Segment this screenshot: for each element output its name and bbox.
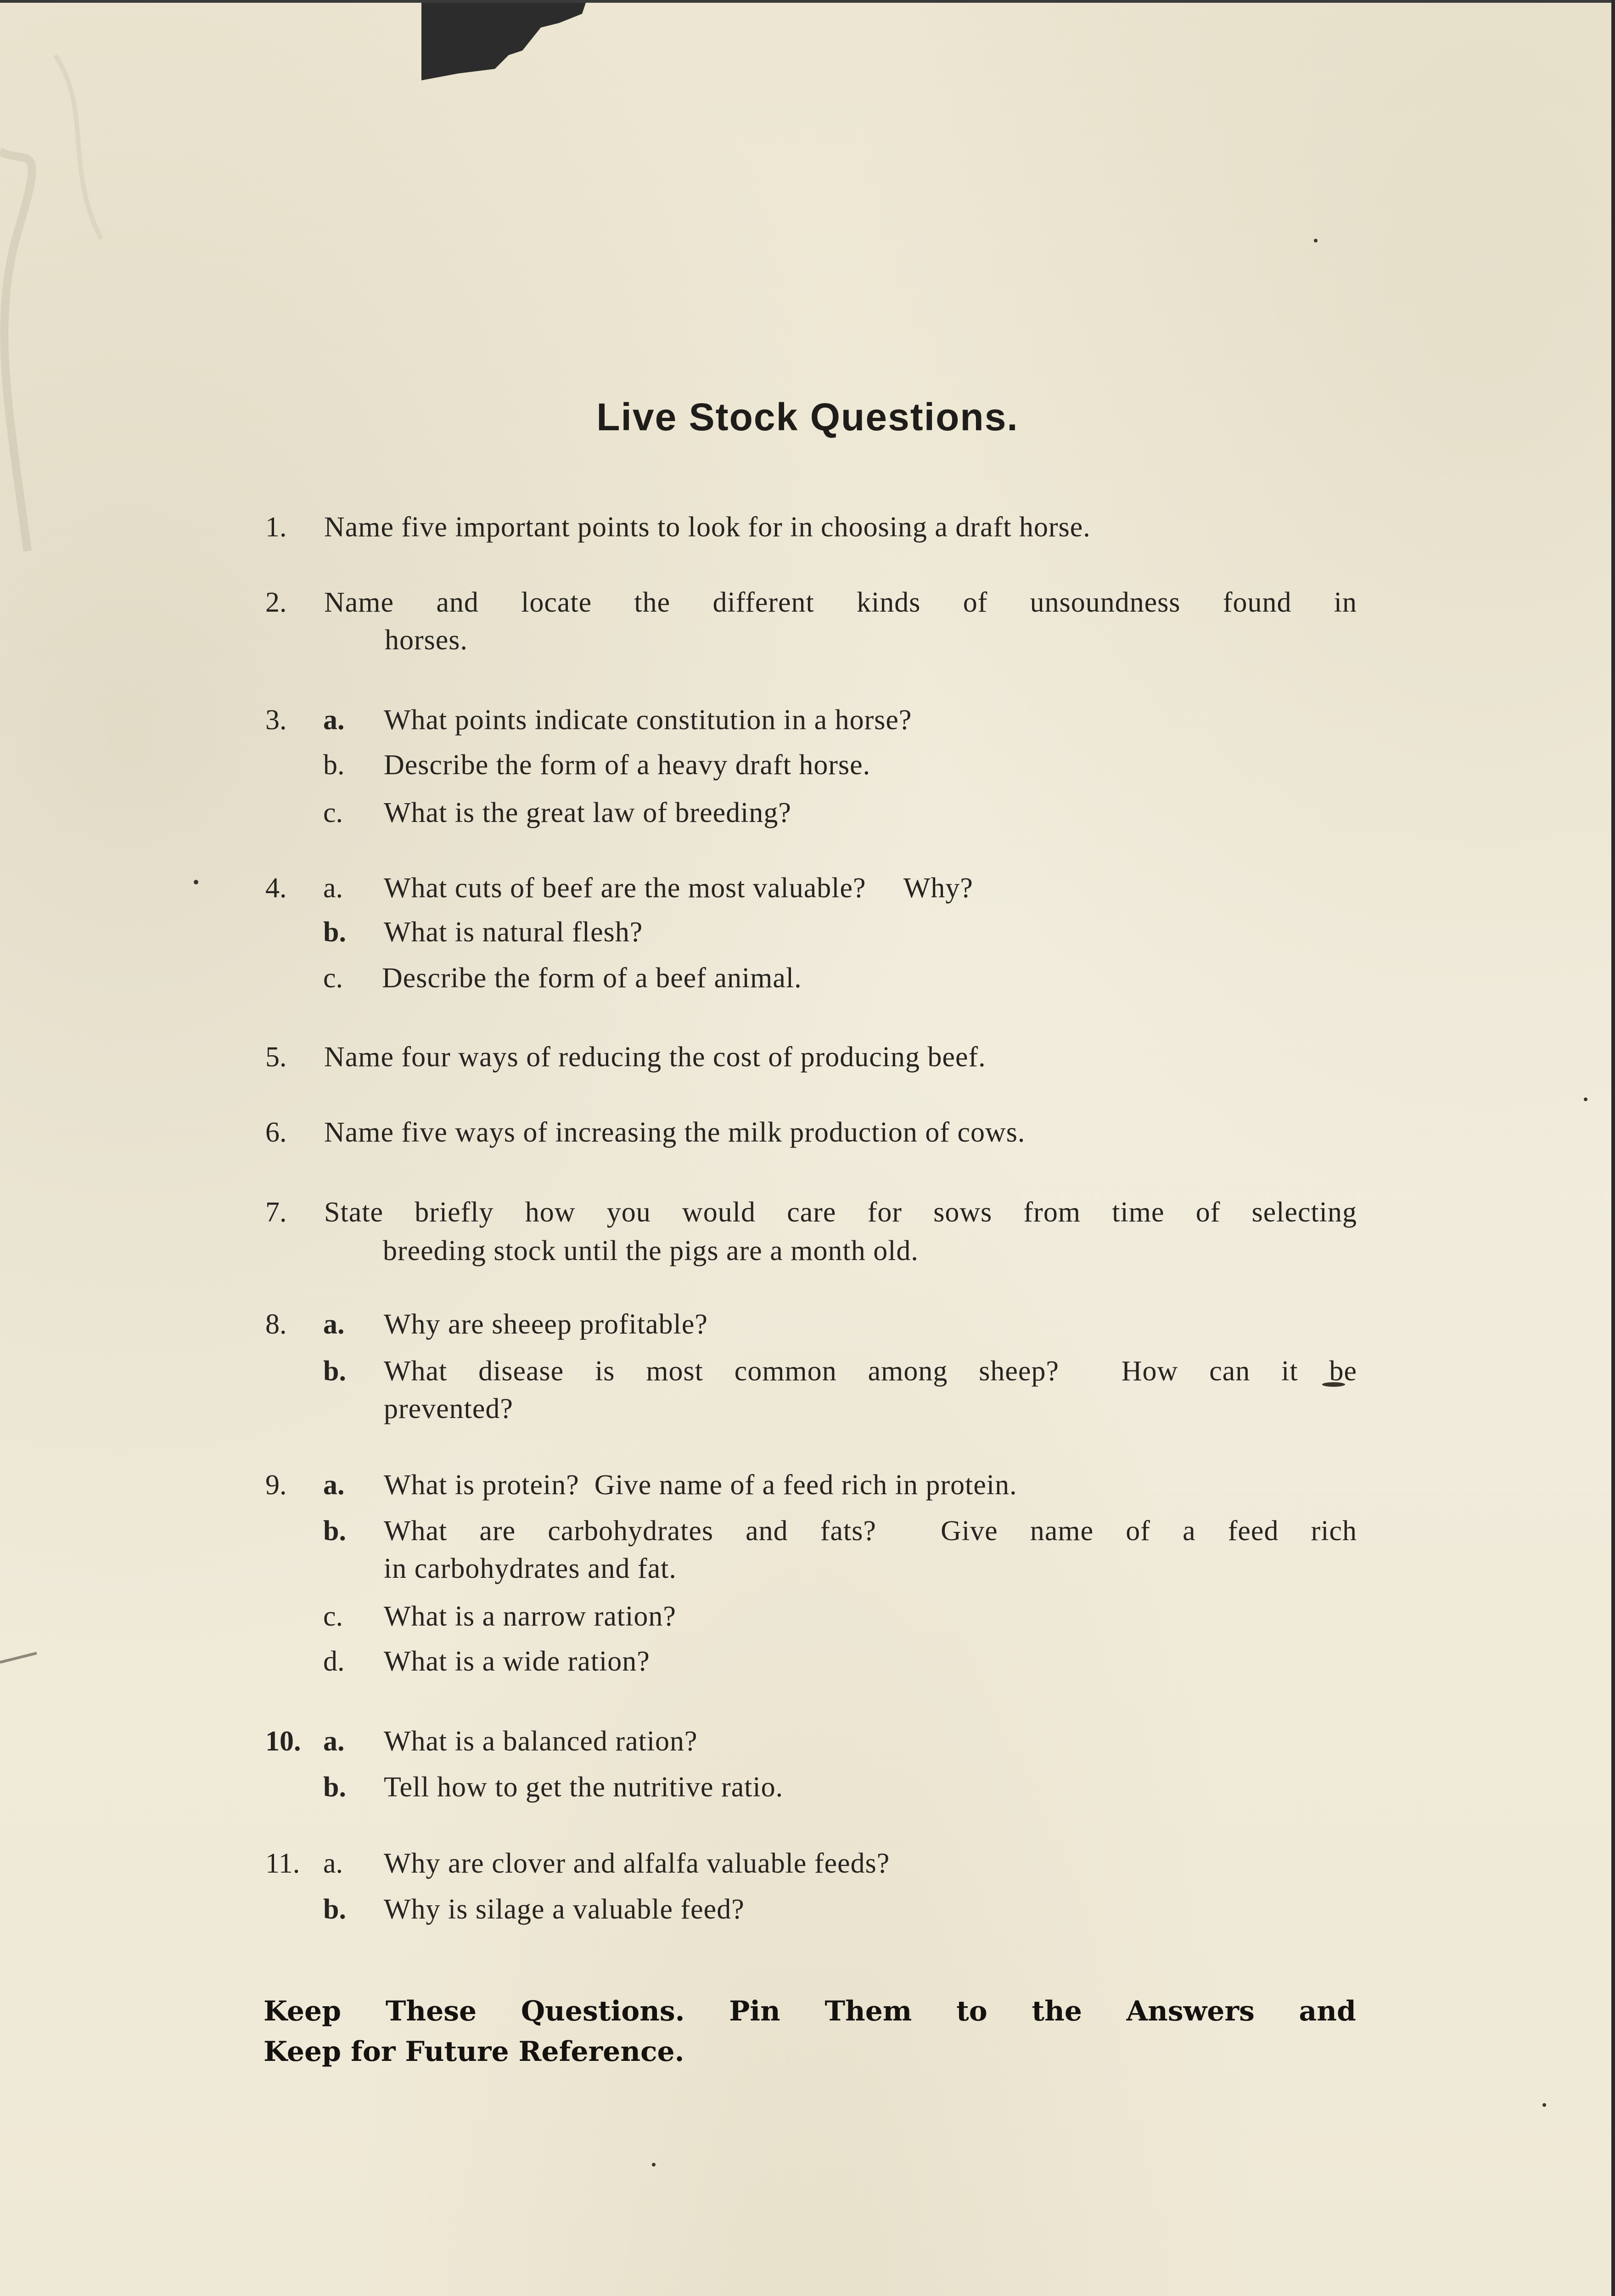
page-title: Live Stock Questions. xyxy=(596,395,1019,439)
question-number: 7. xyxy=(265,1197,287,1228)
question-part-letter: a. xyxy=(323,1469,345,1501)
question-text: Tell how to get the nutritive ratio. xyxy=(384,1772,784,1803)
question-number: 9. xyxy=(265,1469,287,1501)
question-number: 5. xyxy=(265,1041,287,1073)
question-part-letter: b. xyxy=(323,1356,346,1387)
question-text: What is natural flesh? xyxy=(384,917,643,948)
question-text: Why are sheeep profitable? xyxy=(384,1309,708,1340)
question-part-letter: c. xyxy=(323,797,343,828)
question-part-letter: a. xyxy=(323,704,345,736)
question-number: 3. xyxy=(265,704,287,736)
question-part-letter: a. xyxy=(323,1726,345,1757)
question-part-letter: b. xyxy=(323,749,345,781)
question-number: 8. xyxy=(265,1309,287,1340)
question-text: Name four ways of reducing the cost of producing beef. xyxy=(324,1041,986,1073)
question-text: What is a balanced ration? xyxy=(384,1726,698,1757)
question-text: What is a narrow ration? xyxy=(384,1601,676,1632)
question-text: Name five important points to look for in choosing a draft horse. xyxy=(324,512,1091,543)
footer-note-line: Keep for Future Reference. xyxy=(264,2036,684,2068)
question-text: Name and locate the different kinds of unsoundness found in xyxy=(324,587,1357,618)
question-part-letter: d. xyxy=(323,1646,345,1677)
question-text: in carbohydrates and fat. xyxy=(384,1553,677,1584)
footer-note-line: Keep These Questions. Pin Them to the Answers and xyxy=(264,1995,1356,2027)
question-text: Describe the form of a beef animal. xyxy=(382,962,802,994)
question-number: 11. xyxy=(265,1848,300,1879)
question-text: What is a wide ration? xyxy=(384,1646,650,1677)
question-part-letter: a. xyxy=(323,1309,345,1340)
question-text: Why are clover and alfalfa valuable feeds? xyxy=(384,1848,890,1879)
question-part-letter: c. xyxy=(323,962,343,994)
question-text: prevented? xyxy=(384,1393,513,1424)
question-number: 1. xyxy=(265,512,287,543)
question-part-letter: a. xyxy=(323,1848,343,1879)
question-number: 2. xyxy=(265,587,287,618)
question-text: What are carbohydrates and fats? Give name of a feed rich xyxy=(384,1515,1357,1547)
question-text: What is protein? Give name of a feed rich in protein. xyxy=(384,1469,1017,1501)
question-text: breeding stock until the pigs are a month old. xyxy=(383,1235,919,1266)
question-text: What disease is most common among sheep? How can it be xyxy=(384,1356,1357,1387)
question-text: What points indicate constitution in a horse? xyxy=(384,704,912,736)
question-text: Describe the form of a heavy draft horse. xyxy=(384,749,871,781)
question-number: 10. xyxy=(265,1726,301,1757)
question-text: What is the great law of breeding? xyxy=(384,797,791,828)
question-text: horses. xyxy=(385,625,468,656)
question-part-letter: b. xyxy=(323,1772,346,1803)
question-part-letter: b. xyxy=(323,917,346,948)
question-part-letter: c. xyxy=(323,1601,343,1632)
question-text: State briefly how you would care for sows from time of selecting xyxy=(324,1197,1357,1228)
question-text: What cuts of beef are the most valuable? Why? xyxy=(384,872,973,904)
question-number: 6. xyxy=(265,1117,287,1148)
question-text: Why is silage a valuable feed? xyxy=(384,1894,745,1925)
question-part-letter: a. xyxy=(323,872,343,904)
question-part-letter: b. xyxy=(323,1515,346,1547)
question-number: 4. xyxy=(265,872,287,904)
question-part-letter: b. xyxy=(323,1894,346,1925)
question-text: Name five ways of increasing the milk production of cows. xyxy=(324,1117,1026,1148)
